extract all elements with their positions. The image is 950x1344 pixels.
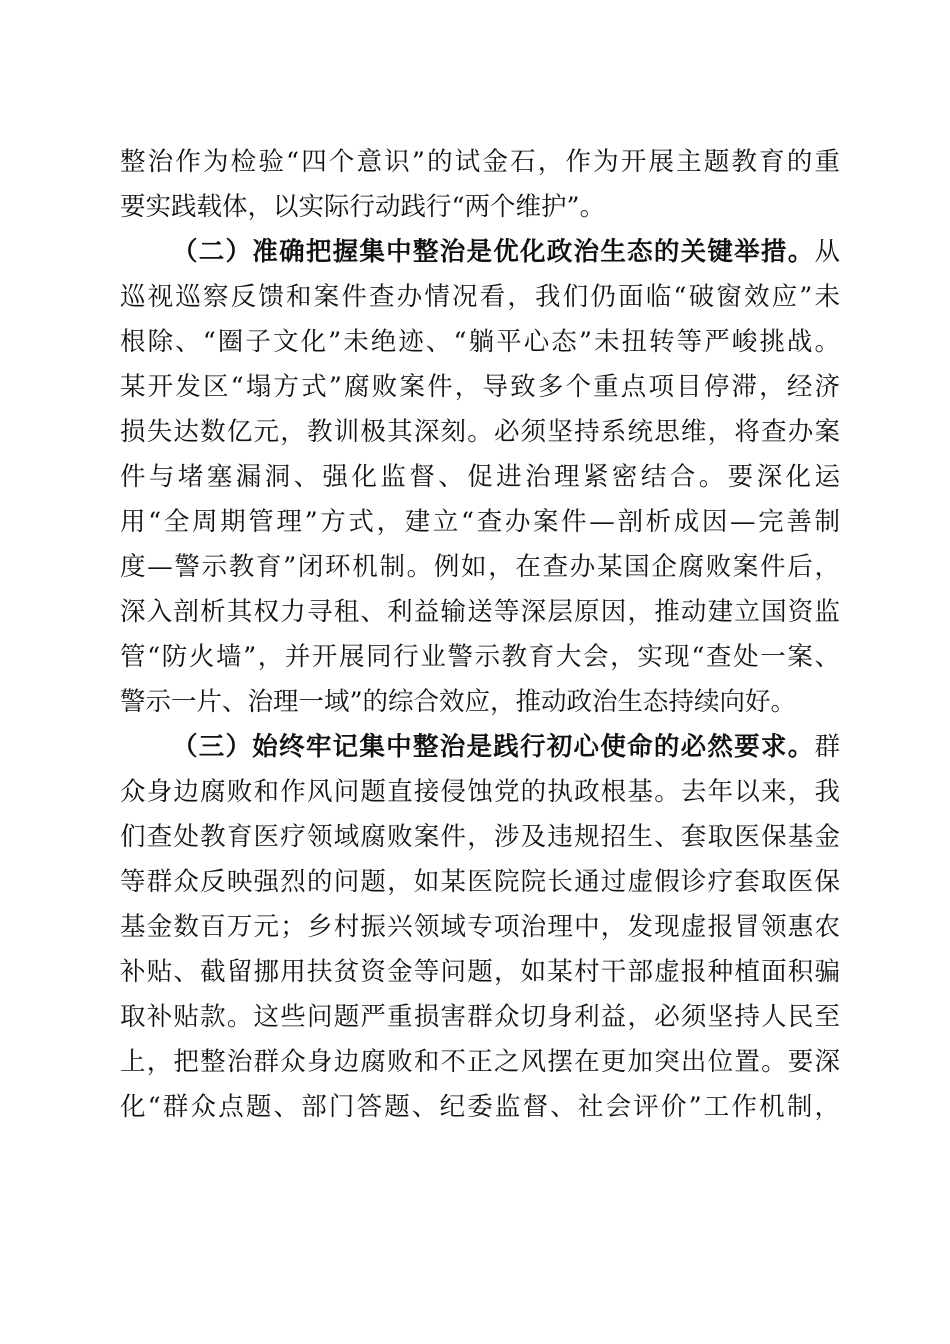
paragraph-2-line-2: 巡视巡察反馈和案件查办情况看，我们仍面临“破窗效应”未 <box>120 282 840 312</box>
paragraph-2-line-11: 警示一片、治理一域”的综合效应，推动政治生态持续向好。 <box>120 687 797 717</box>
paragraph-2-first-line-rest: 从 <box>814 237 840 267</box>
paragraph-2-line-5: 损失达数亿元，教训极其深刻。必须坚持系统思维，将查办案 <box>120 417 840 447</box>
paragraph-2-line-1 <box>172 231 840 273</box>
paragraph-2-heading: （二）准确把握集中整治是优化政治生态的关键举措。 <box>172 237 815 267</box>
paragraph-3-line-1 <box>172 726 840 768</box>
paragraph-3-line-5: 基金数百万元；乡村振兴领域专项治理中，发现虚报冒领惠农 <box>120 912 840 942</box>
paragraph-2-line-6: 件与堵塞漏洞、强化监督、促进治理紧密结合。要深化运 <box>120 462 840 492</box>
paragraph-3-line-2: 众身边腐败和作风问题直接侵蚀党的执政根基。去年以来，我 <box>120 777 840 807</box>
paragraph-1-line-1: 整治作为检验“四个意识”的试金石，作为开展主题教育的重 <box>120 147 840 177</box>
paragraph-3-line-7: 取补贴款。这些问题严重损害群众切身利益，必须坚持人民至 <box>120 1002 840 1032</box>
paragraph-2-line-8: 度—警示教育”闭环机制。例如，在查办某国企腐败案件后， <box>120 552 840 582</box>
paragraph-1-line-2: 要实践载体，以实际行动践行“两个维护”。 <box>120 192 606 222</box>
paragraph-2-line-7: 用“全周期管理”方式，建立“查办案件—剖析成因—完善制 <box>120 507 840 537</box>
paragraph-3-heading: （三）始终牢记集中整治是践行初心使命的必然要求。 <box>172 732 815 762</box>
paragraph-3-line-4: 等群众反映强烈的问题，如某医院院长通过虚假诊疗套取医保 <box>120 867 840 897</box>
paragraph-2-line-4: 某开发区“塌方式”腐败案件，导致多个重点项目停滞，经济 <box>120 372 840 402</box>
paragraph-2-line-10: 管“防火墙”，并开展同行业警示教育大会，实现“查处一案、 <box>120 642 840 672</box>
paragraph-3-line-9: 化“群众点题、部门答题、纪委监督、社会评价”工作机制， <box>120 1092 840 1122</box>
paragraph-2-line-9: 深入剖析其权力寻租、利益输送等深层原因，推动建立国资监 <box>120 597 840 627</box>
paragraph-3-line-6: 补贴、截留挪用扶贫资金等问题，如某村干部虚报种植面积骗 <box>120 957 840 987</box>
paragraph-3-line-3: 们查处教育医疗领域腐败案件，涉及违规招生、套取医保基金 <box>120 822 840 852</box>
paragraph-3-first-line-rest: 群 <box>814 732 840 762</box>
paragraph-3-line-8: 上，把整治群众身边腐败和不正之风摆在更加突出位置。要深 <box>120 1047 840 1077</box>
paragraph-2-line-3: 根除、“圈子文化”未绝迹、“躺平心态”未扭转等严峻挑战。 <box>120 327 840 357</box>
